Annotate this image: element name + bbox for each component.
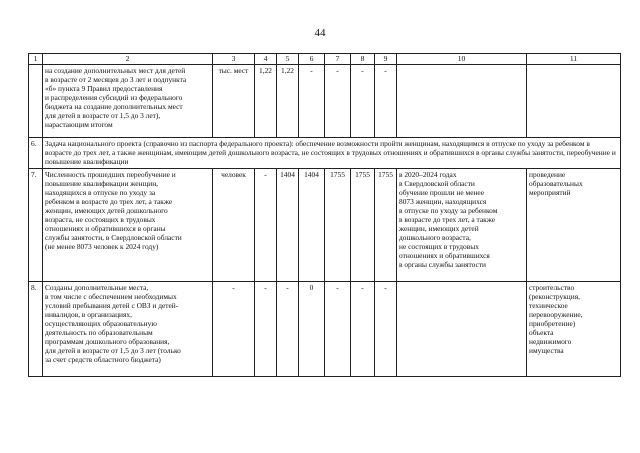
col-header: 1 xyxy=(29,54,43,65)
value-cell: 1404 xyxy=(277,169,299,282)
activity-cell xyxy=(527,65,621,138)
col-header: 3 xyxy=(213,54,255,65)
indicator-description xyxy=(43,169,213,282)
text-line: техническое xyxy=(529,301,568,310)
text-line: повышение квалификации женщин, xyxy=(45,179,158,188)
table-row xyxy=(29,65,621,138)
value-cell: 0 xyxy=(299,282,325,377)
indicators-table xyxy=(28,53,621,377)
text-line: женщин, имеющих детей дошкольного xyxy=(45,206,168,215)
value-cell: 1755 xyxy=(351,169,375,282)
text-line: обучение прошли не менее xyxy=(399,188,484,197)
indicator-description xyxy=(43,65,213,138)
value-cell: - xyxy=(325,65,351,138)
value-cell: 1404 xyxy=(299,169,325,282)
text-line: и распределения субсидий из федерального xyxy=(45,93,183,102)
row-number: 8. xyxy=(29,282,43,377)
text-line: инвалидов, в организациях, xyxy=(45,310,132,319)
indicator-description xyxy=(43,282,213,377)
unit-cell: тыс. мест xyxy=(213,65,255,138)
col-header: 4 xyxy=(255,54,277,65)
text-line: условий пребывания детей с ОВЗ и детей- xyxy=(45,301,179,310)
text-line: (не менее 8073 человек к 2024 году) xyxy=(45,242,159,251)
value-cell: - xyxy=(375,282,397,377)
text-line: осуществляющих образовательную xyxy=(45,319,157,328)
text-line: отношениях и обратившихся в органы xyxy=(45,224,166,233)
value-cell: 1,22 xyxy=(255,65,277,138)
task-row xyxy=(29,138,621,169)
col-header: 6 xyxy=(299,54,325,65)
value-cell: - xyxy=(325,282,351,377)
text-line: в том числе с обеспечением необходимых xyxy=(45,292,177,301)
col-header: 2 xyxy=(43,54,213,65)
text-line: на создание дополнительных мест для детей xyxy=(45,66,186,75)
result-cell xyxy=(397,169,527,282)
text-line: имущества xyxy=(529,346,564,355)
text-line: в 2020–2024 годах xyxy=(399,170,457,179)
row-number: 7. xyxy=(29,169,43,282)
result-cell xyxy=(397,65,527,138)
page-number: 44 xyxy=(314,27,326,39)
col-header: 8 xyxy=(351,54,375,65)
text-line: недвижимого xyxy=(529,337,572,346)
text-line: нарастающим итогом xyxy=(45,120,113,129)
value-cell: - xyxy=(375,65,397,138)
text-line: (реконструкция, xyxy=(529,292,580,301)
value-cell: 1755 xyxy=(375,169,397,282)
text-line: деятельность по образовательным xyxy=(45,328,153,337)
table-row xyxy=(29,282,621,377)
text-line: службы занятости, в Свердловской области xyxy=(45,233,182,242)
task-text: Задача национального проекта (справочно из паспорта федерального проекта): обеспечение возможности пройти женщинам, находящимся в отпуске по уходу за ребенком в возрасте до трех лет, а также женщинам, имеющим детей дошкольного возраста, не состоящих в трудовых отношениях и обратившихся в органы службы занятости, переобучение и повышение квалификации xyxy=(43,138,621,169)
text-line: для детей в возрасте от 1,5 до 3 лет (только xyxy=(45,346,181,355)
text-line: в возрасте до трех лет, а также xyxy=(399,215,495,224)
text-line: проведение xyxy=(529,170,566,179)
text-line: ребенком в возрасте до трех лет, а также xyxy=(45,197,173,206)
value-cell: - xyxy=(255,169,277,282)
text-line: не состоящих в трудовых xyxy=(399,242,479,251)
text-line: возраста, не состоящих в трудовых xyxy=(45,215,156,224)
text-line: программам дошкольного образования, xyxy=(45,337,170,346)
text-line: женщин, имеющих детей xyxy=(399,224,479,233)
value-cell: - xyxy=(351,282,375,377)
unit-cell: человек xyxy=(213,169,255,282)
row-number: 6. xyxy=(29,138,43,169)
result-cell xyxy=(397,282,527,377)
col-header: 5 xyxy=(277,54,299,65)
text-line: объекта xyxy=(529,328,554,337)
text-line: в Свердловской области xyxy=(399,179,475,188)
activity-cell xyxy=(527,282,621,377)
text-line: приобретение) xyxy=(529,319,576,328)
text-line: за счет средств областного бюджета) xyxy=(45,355,161,364)
text-line: дошкольного возраста, xyxy=(399,233,471,242)
text-line: Численность прошедших переобучение и xyxy=(45,170,176,179)
col-header: 7 xyxy=(325,54,351,65)
value-cell: - xyxy=(299,65,325,138)
text-line: в отпуске по уходу за ребенком xyxy=(399,206,498,215)
value-cell: 1,22 xyxy=(277,65,299,138)
col-header: 10 xyxy=(397,54,527,65)
col-header: 11 xyxy=(527,54,621,65)
text-line: Созданы дополнительные места, xyxy=(45,283,149,292)
text-line: находящихся в отпуске по уходу за xyxy=(45,188,156,197)
text-line: 8073 женщин, находящихся xyxy=(399,197,487,206)
text-line: образовательных xyxy=(529,179,583,188)
text-line: мероприятий xyxy=(529,188,571,197)
text-line: бюджета на создание дополнительных мест xyxy=(45,102,183,111)
row-number xyxy=(29,65,43,138)
activity-cell xyxy=(527,169,621,282)
text-line: строительство xyxy=(529,283,575,292)
column-number-row xyxy=(29,54,621,65)
table-row xyxy=(29,169,621,282)
text-line: в возрасте от 2 месяцев до 3 лет и подпункта xyxy=(45,75,187,84)
unit-cell: - xyxy=(213,282,255,377)
value-cell: - xyxy=(351,65,375,138)
value-cell: 1755 xyxy=(325,169,351,282)
text-line: перевооружение, xyxy=(529,310,583,319)
text-line: для детей в возрасте от 1,5 до 3 лет), xyxy=(45,111,161,120)
col-header: 9 xyxy=(375,54,397,65)
value-cell: - xyxy=(255,282,277,377)
text-line: отношениях и обратившихся xyxy=(399,251,490,260)
text-line: в органы службы занятости xyxy=(399,260,486,269)
text-line: «б» пункта 9 Правил предоставления xyxy=(45,84,163,93)
value-cell: - xyxy=(277,282,299,377)
